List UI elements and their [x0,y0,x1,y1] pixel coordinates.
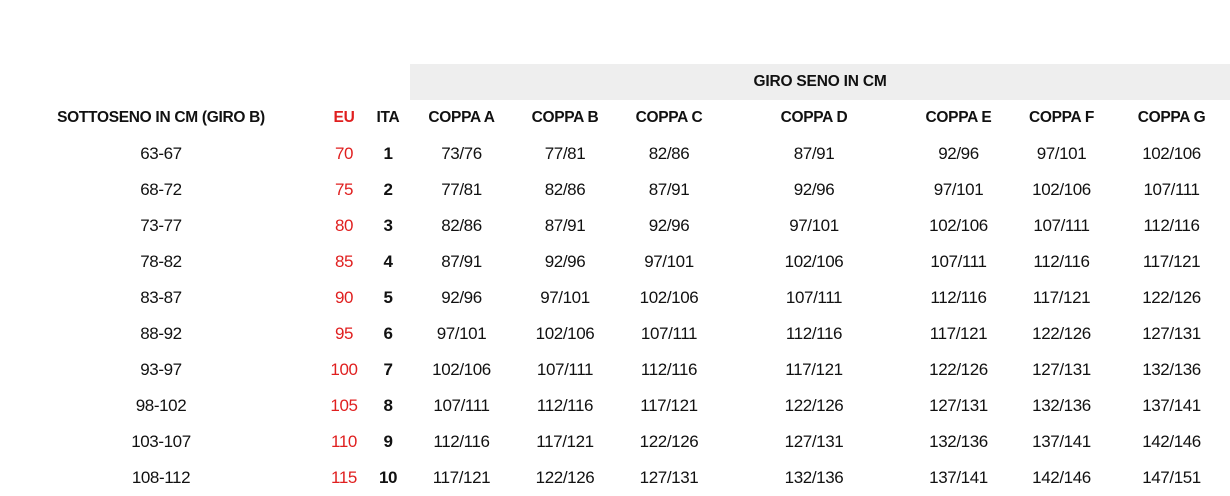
table-cell: 142/146 [1142,432,1201,451]
table-cell: 117/121 [432,468,491,487]
table-cell: 108-112 [131,468,191,487]
table-cell: 142/146 [1032,468,1091,487]
column-header-ita: ITA [376,109,400,126]
table-row [0,280,1230,316]
table-cell: 87/91 [793,144,835,163]
table-cell: 103-107 [131,432,191,451]
column-header-cup-e: COPPA E [925,109,992,126]
table-cell: 102/106 [1032,180,1091,199]
table-row [0,172,1230,208]
table-cell: 115 [331,468,357,487]
table-cell: 107/111 [785,288,843,307]
table-cell: 87/91 [648,180,690,199]
group-header-bust: GIRO SENO IN CM [410,64,1230,100]
table-cell: 3 [383,216,393,235]
table-cell: 97/101 [1036,144,1087,163]
table-cell: 117/121 [640,396,698,415]
table-cell: 97/101 [933,180,984,199]
table-cell: 77/81 [441,180,482,199]
table-cell: 107/111 [1143,180,1200,199]
size-chart-table [0,64,1230,496]
column-header-row [0,100,1230,136]
table-row [0,244,1230,280]
table-cell: 92/96 [793,180,835,199]
table-cell: 122/126 [929,360,988,379]
table-cell: 132/136 [929,432,988,451]
table-row [0,424,1230,460]
table-cell: 110 [331,432,357,451]
table-cell: 87/91 [544,216,586,235]
table-cell: 93-97 [140,360,182,379]
table-cell: 102/106 [784,252,844,271]
table-cell: 122/126 [1142,288,1201,307]
table-cell: 127/131 [639,468,699,487]
table-cell: 112/116 [640,360,698,379]
table-cell: 70 [334,144,354,163]
table-cell: 82/86 [544,180,586,199]
table-cell: 107/111 [640,324,698,343]
table-cell: 82/86 [648,144,690,163]
table-cell: 112/116 [1033,252,1090,271]
table-cell: 122/126 [639,432,699,451]
table-cell: 97/101 [789,216,839,235]
column-header-eu: EU [333,109,355,126]
table-cell: 127/131 [929,396,988,415]
table-cell: 4 [383,252,393,271]
table-cell: 82/86 [441,216,482,235]
column-header-cup-b: COPPA B [531,109,599,126]
table-cell: 137/141 [1032,432,1091,451]
table-cell: 68-72 [140,180,182,199]
table-cell: 98-102 [135,396,187,415]
table-cell: 137/141 [929,468,988,487]
table-cell: 102/106 [1142,144,1201,163]
column-header-cup-c: COPPA C [635,109,703,126]
table-cell: 117/121 [1032,288,1091,307]
table-row [0,316,1230,352]
table-cell: 102/106 [929,216,988,235]
table-cell: 102/106 [639,288,699,307]
table-cell: 1 [383,144,393,163]
table-row [0,388,1230,424]
table-cell: 132/136 [784,468,844,487]
table-row [0,460,1230,496]
table-cell: 107/111 [536,360,594,379]
table-cell: 112/116 [1143,216,1200,235]
table-cell: 75 [334,180,354,199]
table-cell: 117/121 [536,432,594,451]
table-cell: 77/81 [544,144,586,163]
table-cell: 112/116 [785,324,843,343]
table-cell: 92/96 [544,252,586,271]
table-cell: 73/76 [441,144,482,163]
table-cell: 137/141 [1142,396,1201,415]
table-cell: 90 [334,288,354,307]
table-cell: 112/116 [930,288,987,307]
table-cell: 78-82 [140,252,182,271]
table-cell: 122/126 [784,396,844,415]
table-cell: 97/101 [644,252,694,271]
table-body [0,136,1230,496]
table-cell: 112/116 [433,432,490,451]
table-cell: 117/121 [1142,252,1201,271]
table-cell: 63-67 [140,144,182,163]
table-cell: 6 [383,324,393,343]
table-cell: 83-87 [140,288,182,307]
table-cell: 107/111 [1033,216,1090,235]
table-row [0,352,1230,388]
column-header-cup-f: COPPA F [1028,109,1095,126]
table-cell: 9 [383,432,393,451]
table-cell: 7 [383,360,393,379]
table-cell: 147/151 [1142,468,1201,487]
table-cell: 5 [383,288,393,307]
table-cell: 122/126 [535,468,595,487]
table-cell: 92/96 [938,144,979,163]
group-header-row [0,64,1230,100]
table-cell: 95 [334,324,354,343]
table-cell: 97/101 [436,324,487,343]
column-header-cup-a: COPPA A [428,109,495,126]
table-cell: 102/106 [432,360,491,379]
table-cell: 107/111 [433,396,490,415]
table-cell: 122/126 [1032,324,1091,343]
table-cell: 127/131 [784,432,844,451]
table-cell: 100 [330,360,358,379]
table-cell: 85 [334,252,354,271]
table-cell: 97/101 [540,288,590,307]
table-cell: 132/136 [1032,396,1091,415]
table-cell: 127/131 [1032,360,1091,379]
group-header-spacer [0,64,410,100]
table-cell: 10 [378,468,398,487]
table-cell: 92/96 [441,288,482,307]
table-cell: 8 [383,396,393,415]
table-cell: 117/121 [785,360,843,379]
table-cell: 102/106 [535,324,595,343]
table-cell: 2 [383,180,393,199]
table-cell: 127/131 [1142,324,1201,343]
table-cell: 107/111 [930,252,987,271]
column-header-underbust: SOTTOSENO IN CM (GIRO B) [57,109,265,126]
table-cell: 105 [330,396,358,415]
table-cell: 112/116 [536,396,594,415]
table-cell: 88-92 [140,324,182,343]
table-cell: 92/96 [648,216,690,235]
table-row [0,136,1230,172]
table-cell: 117/121 [929,324,988,343]
table-cell: 132/136 [1142,360,1201,379]
column-header-cup-g: COPPA G [1137,109,1206,126]
table-cell: 80 [334,216,354,235]
table-cell: 73-77 [140,216,182,235]
column-header-cup-d: COPPA D [780,109,848,126]
table-row [0,208,1230,244]
table-cell: 87/91 [441,252,482,271]
